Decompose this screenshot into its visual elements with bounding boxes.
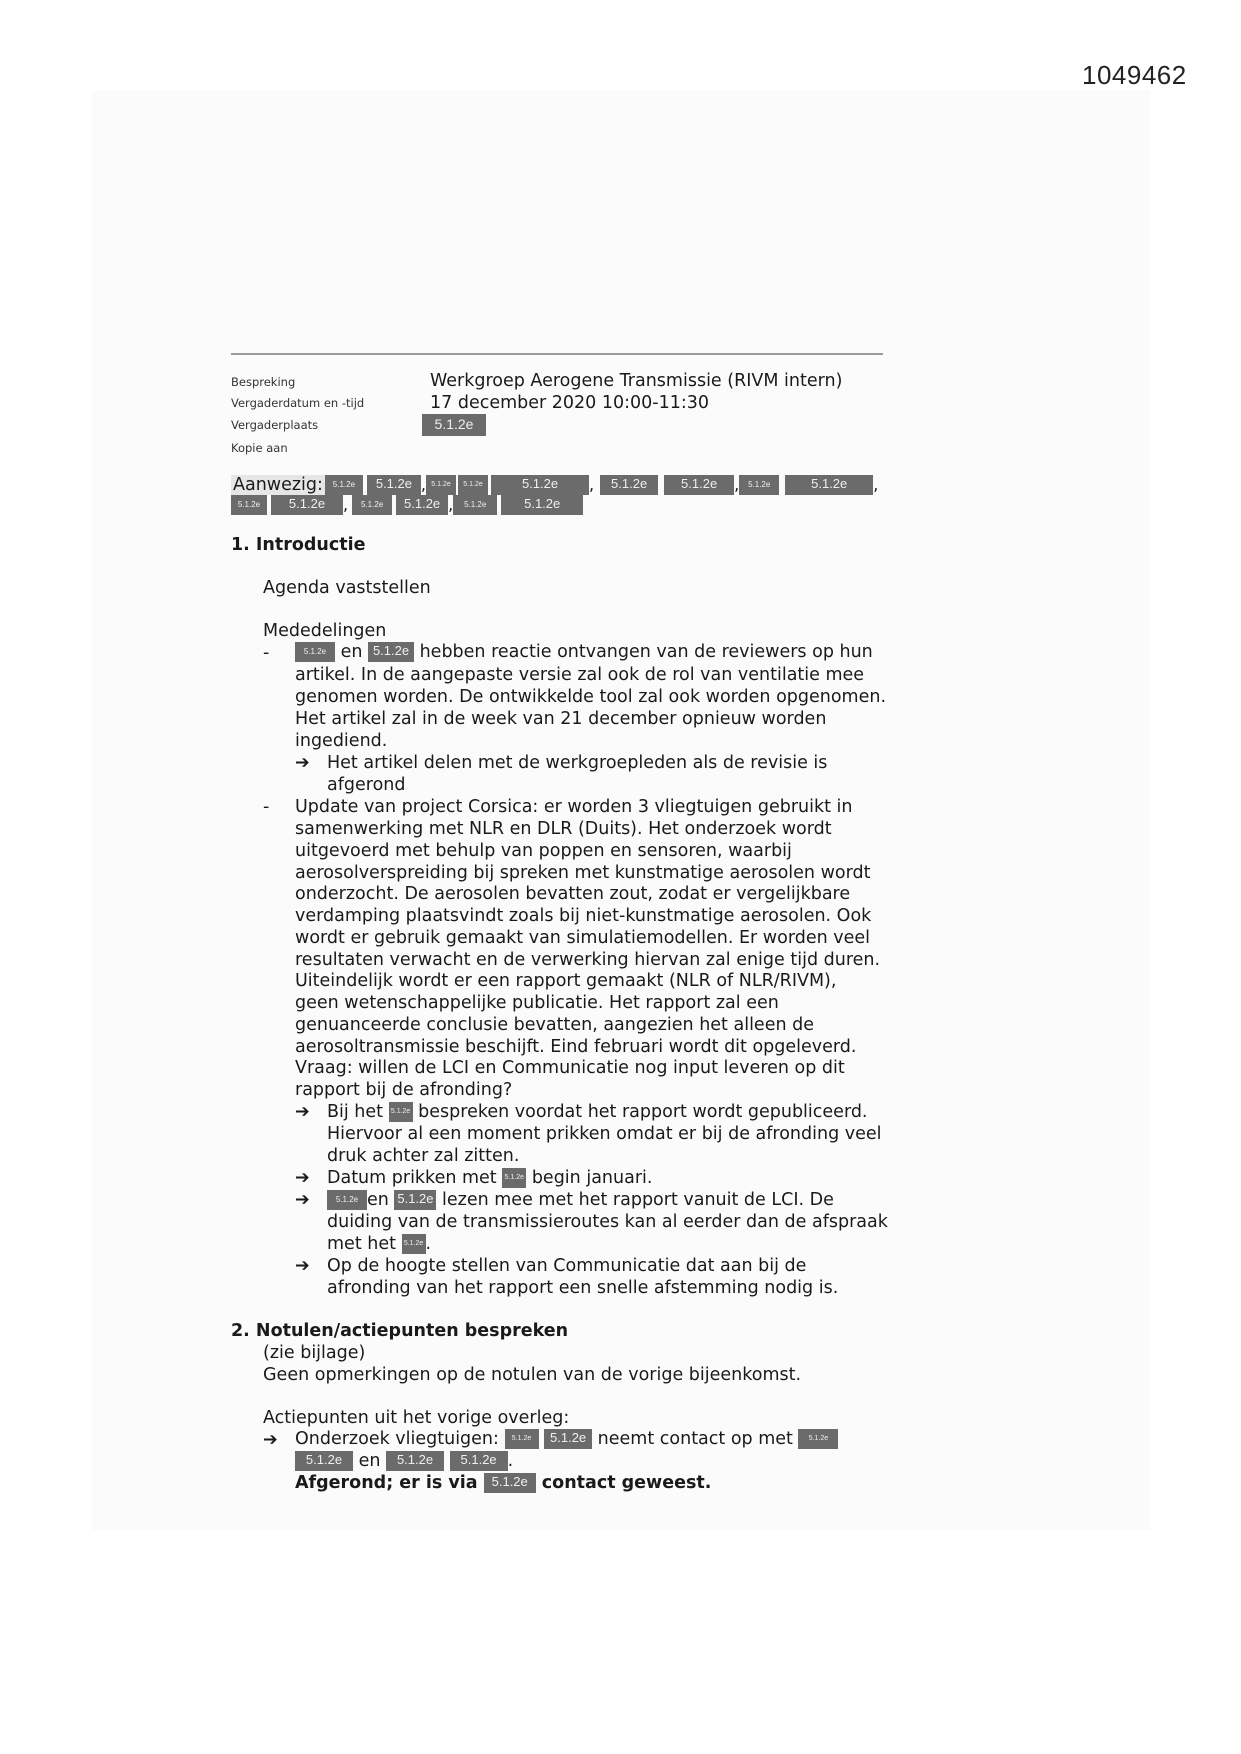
arrow-icon: ➔ [295,1168,310,1188]
item1-line-2: artikel. In de aangepaste versie zal ook de rol van ventilatie mee [295,665,865,685]
redaction-block: 5.1.2e [785,475,873,495]
redaction-block: 5.1.2e [271,495,343,515]
label-kopie: Kopie aan [231,441,288,455]
redaction-block: 5.1.2e [389,1102,413,1122]
redaction-block: 5.1.2e [453,495,497,515]
redaction-block: 5.1.2e [426,475,456,495]
redaction-block: 5.1.2e [739,475,779,495]
arrow-icon: ➔ [295,1102,310,1122]
redaction-block: 5.1.2e [325,475,363,495]
afgerond-line: Afgerond; er is via 5.1.2e contact geweest. [295,1473,712,1493]
value-bespreking: Werkgroep Aerogene Transmissie (RIVM intern) [430,371,843,391]
item1-line-4: Het artikel zal in de week van 21 december opnieuw worden [295,709,827,729]
item2-a4-line-2: afronding van het rapport een snelle afstemming nodig is. [327,1278,839,1298]
redaction-block: 5.1.2e [491,475,589,495]
mededelingen-heading: Mededelingen [263,621,387,641]
item2-line-6: verdamping plaatsvindt zoals bij niet-kunstmatige aerosolen. Ook [295,906,872,926]
section-2-sub: (zie bijlage) [263,1343,366,1363]
item2-line-4: aerosolverspreiding bij spreken met kunstmatige aerosolen wordt [295,863,871,883]
redaction-block: 5.1.2e [798,1429,838,1449]
redaction-block: 5.1.2e [231,495,267,515]
item2-line-9: Uiteindelijk wordt er een rapport gemaakt (NLR of NLR/RIVM), [295,971,837,991]
item2-line-14: rapport bij de afronding? [295,1080,513,1100]
arrow-icon: ➔ [295,1256,310,1276]
label-vergaderplaats: Vergaderplaats [231,418,319,432]
item2-line-11: genuanceerde conclusie bevatten, aangezien het alleen de [295,1015,814,1035]
redaction-block: 5.1.2e [664,475,734,495]
item2-a1-line-2: Hiervoor al een moment prikken omdat er bij de afronding veel [327,1124,882,1144]
ap1-line-2: 5.1.2e en 5.1.2e 5.1.2e . [295,1451,513,1473]
actiepunten-heading: Actiepunten uit het vorige overleg: [263,1408,570,1428]
redaction-block: 5.1.2e [501,495,583,515]
item2-line-10: geen wetenschappelijke publicatie. Het rapport zal een [295,993,779,1013]
item2-line-1: Update van project Corsica: er worden 3 vliegtuigen gebruikt in [295,797,853,817]
item2-a3-line-2: duiding van de transmissieroutes kan al eerder dan de afspraak [327,1212,888,1232]
value-vergaderdatum: 17 december 2020 10:00-11:30 [430,393,710,413]
label-vergaderdatum: Vergaderdatum en -tijd [231,396,365,410]
label-bespreking: Bespreking [231,375,296,389]
redaction-block: 5.1.2e [367,475,421,495]
aanwezig-label: Aanwezig: [233,475,323,495]
ap1-line-1: Onderzoek vliegtuigen: 5.1.2e 5.1.2e neemt contact op met 5.1.2e [295,1429,838,1451]
redaction-block: 5.1.2e [502,1168,526,1188]
item2-a3-line-1: 5.1.2e en 5.1.2e lezen mee met het rapport vanuit de LCI. De [327,1190,834,1212]
redaction-block: 5.1.2e [600,475,658,495]
redaction-block: 5.1.2e [394,1190,436,1210]
redaction-block: 5.1.2e [544,1429,592,1449]
item2-a4-line-1: Op de hoogte stellen van Communicatie dat aan bij de [327,1256,807,1276]
bullet-dash: - [263,797,270,817]
redaction-block: 5.1.2e [327,1190,367,1210]
redaction-block: 5.1.2e [484,1473,536,1493]
item1-action-line-2: afgerond [327,775,406,795]
arrow-icon: ➔ [295,753,310,773]
item2-line-13: Vraag: willen de LCI en Communicatie nog input leveren op dit [295,1058,845,1078]
item2-line-5: onderzocht. De aerosolen bevatten zout, zodat er vergelijkbare [295,884,851,904]
arrow-icon: ➔ [263,1430,278,1450]
item1-action-line-1: Het artikel delen met de werkgroepleden als de revisie is [327,753,828,773]
aanwezig-line-2: 5.1.2e 5.1.2e , 5.1.2e 5.1.2e , 5.1.2e 5.1.2e [231,494,583,517]
item2-a1-line-1: Bij het 5.1.2e bespreken voordat het rapport wordt gepubliceerd. [327,1102,868,1122]
redaction-block: 5.1.2e [450,1451,508,1471]
redaction-block: 5.1.2e [458,475,488,495]
item2-a1-line-3: druk achter zal zitten. [327,1146,520,1166]
item1-line-1: 5.1.2e en 5.1.2e hebben reactie ontvangen van de reviewers op hun [295,642,873,664]
item1-line-5: ingediend. [295,731,388,751]
item2-line-8: resultaten verwacht en de verwerking hiervan zal enige tijd duren. [295,950,881,970]
document-number: 1049462 [1082,60,1187,90]
section-1-heading: 1. Introductie [231,535,366,555]
item1-line-3: genomen worden. De ontwikkelde tool zal ook worden opgenomen. [295,687,887,707]
redaction-block: 5.1.2e [505,1429,539,1449]
item2-line-3: uitgevoerd met behulp van poppen en sensoren, waarbij [295,841,792,861]
redaction-block: 5.1.2e [352,495,392,515]
item2-a2-line-1: Datum prikken met 5.1.2e begin januari. [327,1168,653,1188]
arrow-icon: ➔ [295,1190,310,1210]
redaction-block: 5.1.2e [386,1451,444,1471]
redaction-block: 5.1.2e [422,414,486,436]
item2-line-7: wordt er gebruik gemaakt van simulatiemodellen. Er worden veel [295,928,870,948]
item2-line-12: aerosoltransmissie beschijft. Eind februari wordt dit opgeleverd. [295,1037,857,1057]
bullet-dash: - [263,643,270,663]
aanwezig-line-1: Aanwezig: 5.1.2e 5.1.2e , 5.1.2e 5.1.2e 5.1.2e , 5.1.2e 5.1.2e , 5.1.2e 5.1.2e , [233,475,879,495]
redaction-block: 5.1.2e [402,1234,426,1254]
header-rule [231,353,883,355]
redaction-block: 5.1.2e [368,642,414,662]
item2-line-2: samenwerking met NLR en DLR (Duits). Het onderzoek wordt [295,819,832,839]
section-2-text: Geen opmerkingen op de notulen van de vorige bijeenkomst. [263,1365,802,1385]
section-2-heading: 2. Notulen/actiepunten bespreken [231,1321,569,1341]
agenda-text: Agenda vaststellen [263,578,431,598]
redaction-block: 5.1.2e [295,642,335,662]
redaction-block: 5.1.2e [396,495,448,515]
item2-a3-line-3: met het 5.1.2e . [327,1234,432,1254]
redaction-block: 5.1.2e [295,1451,353,1471]
